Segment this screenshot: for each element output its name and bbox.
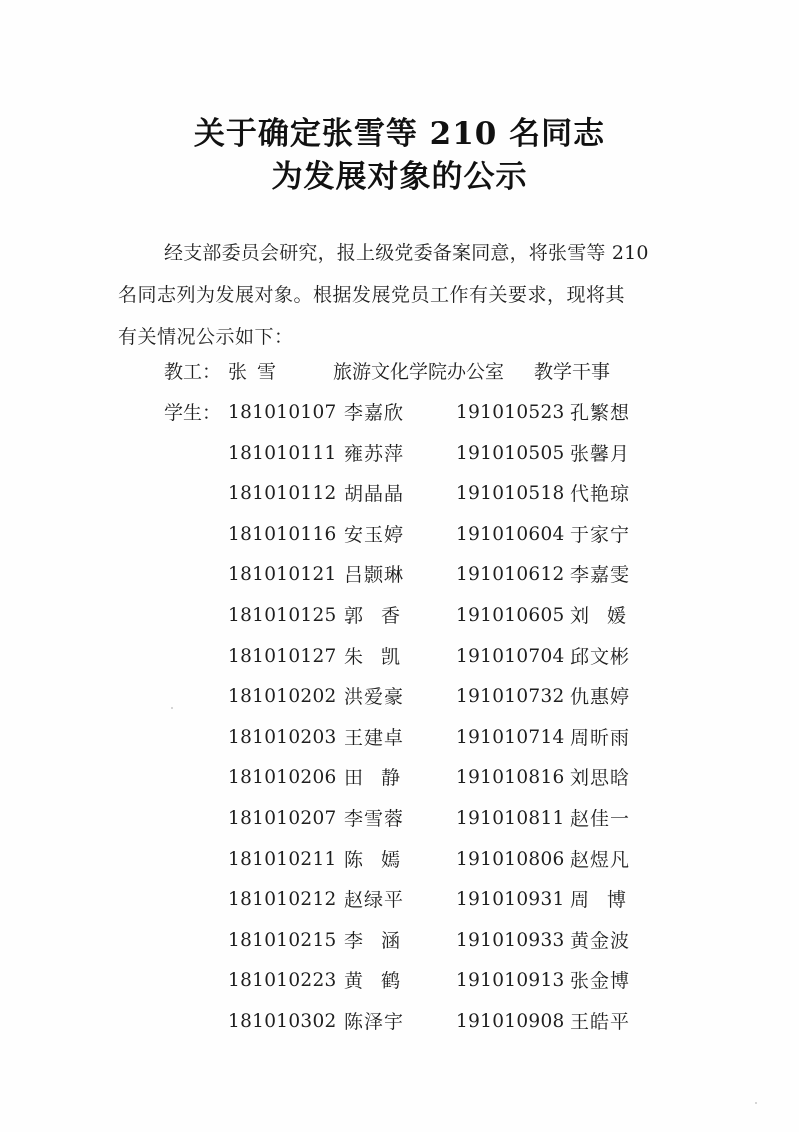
student-id: 181010127 <box>228 646 337 667</box>
student-name: 王建卓 <box>344 727 405 749</box>
student-name: 安玉婷 <box>344 524 405 546</box>
student-name: 洪爱豪 <box>344 686 405 708</box>
teacher-role: 教学干事 <box>534 361 611 383</box>
student-name: 刘媛 <box>570 605 645 627</box>
student-id: 191010913 <box>456 970 565 991</box>
student-id: 191010908 <box>456 1011 565 1032</box>
student-id: 181010207 <box>228 808 337 829</box>
student-id: 191010714 <box>456 727 565 748</box>
student-name: 仇惠婷 <box>570 686 631 708</box>
student-name: 郭香 <box>344 605 419 627</box>
student-id: 191010704 <box>456 646 565 667</box>
student-name: 代艳琼 <box>570 483 631 505</box>
student-name: 黄金波 <box>570 930 631 952</box>
student-id: 191010732 <box>456 686 565 707</box>
teacher-name: 张雪 <box>228 361 287 383</box>
student-name: 吕颢琳 <box>344 564 405 586</box>
student-id: 191010816 <box>456 767 565 788</box>
student-id: 191010612 <box>456 564 565 585</box>
student-id: 191010523 <box>456 402 565 423</box>
student-id: 181010202 <box>228 686 337 707</box>
student-name: 田静 <box>344 767 419 789</box>
student-id: 191010518 <box>456 483 565 504</box>
intro-line-3: 有关情况公示如下： <box>118 326 294 348</box>
student-id: 181010203 <box>228 727 337 748</box>
student-name: 赵佳一 <box>570 808 631 830</box>
student-id: 181010116 <box>228 524 337 545</box>
student-name: 刘思晗 <box>570 767 631 789</box>
student-id: 181010125 <box>228 605 337 626</box>
student-name: 陈泽宇 <box>344 1011 405 1033</box>
intro-line-1: 经支部委员会研究，报上级党委备案同意，将张雪等 210 <box>164 242 649 264</box>
student-name: 赵绿平 <box>344 889 405 911</box>
student-name: 胡晶晶 <box>344 483 405 505</box>
student-id: 181010111 <box>228 443 337 464</box>
student-name: 张金博 <box>570 970 631 992</box>
page-title-line-2: 为发展对象的公示 <box>271 159 528 195</box>
intro-line-2: 名同志列为发展对象。根据发展党员工作有关要求，现将其 <box>118 284 626 306</box>
student-name: 黄鹤 <box>344 970 419 992</box>
teacher-department: 旅游文化学院办公室 <box>333 361 505 383</box>
student-id: 181010112 <box>228 483 337 504</box>
student-name: 雍苏萍 <box>344 443 405 465</box>
student-id: 191010604 <box>456 524 565 545</box>
student-label: 学生： <box>164 402 222 424</box>
student-name: 赵煜凡 <box>570 849 631 871</box>
student-name: 邱文彬 <box>570 646 631 668</box>
teacher-label: 教工： <box>164 361 222 383</box>
page-title-line-1: 关于确定张雪等 210 名同志 <box>193 116 606 152</box>
student-name: 王皓平 <box>570 1011 631 1033</box>
student-id: 191010806 <box>456 849 565 870</box>
student-name: 朱凯 <box>344 646 419 668</box>
student-name: 周博 <box>570 889 645 911</box>
student-id: 181010302 <box>228 1011 337 1032</box>
student-id: 181010215 <box>228 930 337 951</box>
student-name: 李雪蓉 <box>344 808 405 830</box>
student-id: 191010931 <box>456 889 565 910</box>
student-name: 孔繁想 <box>570 402 631 424</box>
student-id: 191010933 <box>456 930 565 951</box>
student-id: 181010121 <box>228 564 337 585</box>
student-name: 李嘉欣 <box>344 402 405 424</box>
student-id: 191010605 <box>456 605 565 626</box>
scan-speck <box>755 1102 757 1104</box>
student-id: 181010211 <box>228 849 337 870</box>
student-id: 181010212 <box>228 889 337 910</box>
student-id: 181010223 <box>228 970 337 991</box>
student-id: 181010107 <box>228 402 337 423</box>
student-name: 陈嫣 <box>344 849 419 871</box>
student-name: 张馨月 <box>570 443 631 465</box>
student-name: 李涵 <box>344 930 419 952</box>
student-name: 周昕雨 <box>570 727 631 749</box>
scan-speck <box>171 707 173 709</box>
student-id: 181010206 <box>228 767 337 788</box>
student-id: 191010505 <box>456 443 565 464</box>
student-name: 李嘉雯 <box>570 564 631 586</box>
student-id: 191010811 <box>456 808 565 829</box>
student-name: 于家宁 <box>570 524 631 546</box>
